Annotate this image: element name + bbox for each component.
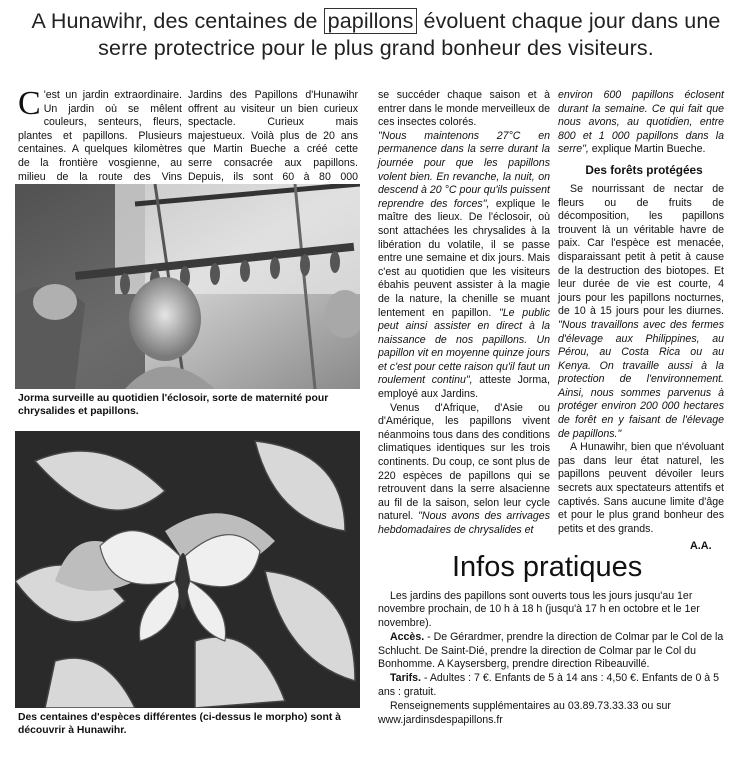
photo-caption-1: Jorma surveille au quotidien l'éclosoir, sorte de maternité pour chrysalides et papillons. [18, 393, 329, 417]
photo-jorma-image [15, 184, 360, 389]
col3-para-3: atteste Jorma, employé aux Jardins. [378, 374, 550, 401]
col4-para-1: explique Martin Bueche. [588, 143, 706, 156]
infos-tarifs-text: - Adultes : 7 €. Enfants de 5 à 14 ans : 4,50 €. Enfants de 0 à 5 ans : gratuit. [378, 672, 720, 698]
col3-para-1: se succéder chaque saison et à entrer dans le monde merveilleux de ces insectes colorés. [378, 89, 550, 129]
col3-para-2: explique le maître des lieux. De l'éclosoir, où sont attachées les chrysalides à la libération du volatile, il se passe entre une semaine et dix jours. Mais c'est au quotidien que les visiteurs ébahis peuvent assister à la magie de la nature, la chenille se muant lentement en papillon. [378, 197, 550, 319]
col3-quote-1: "Nous maintenons 27°C en permanence dans la serre durant la journée pour que les papillons volent bien. En revanche, la nuit, on descend à 20 °C pour qu'ils puissent reprendre des forces", [378, 129, 550, 210]
article-column-1 [18, 85, 182, 198]
col4-quote-1: environ 600 papillons éclosent durant la semaine. Ce qui fait que nous avons, au quotidien, entre 800 et 1 000 papillons dans la serre", [558, 89, 724, 156]
headline-boxed-word: papillons [324, 8, 418, 34]
infos-access-label: Accès. [390, 631, 425, 644]
article-column-2 [188, 89, 358, 198]
headline-part-1: A Hunawihr, des centaines de [31, 9, 324, 33]
infos-access-text: - De Gérardmer, prendre la direction de Colmar par le Col de la Schlucht. De Saint-Dié, prendre la direction de Colmar par le Col du Bonhomme. A Kaysersberg, prendre direction Ribeauvillé. [378, 631, 724, 671]
photo-caption-2: Des centaines d'espèces différentes (ci-dessus le morpho) sont à découvrir à Hunawihr. [18, 712, 341, 736]
author-signature: A.A. [690, 540, 712, 552]
headline [20, 8, 732, 62]
col4-para-3: A Hunawihr, bien que n'évoluant pas dans leur état naturel, les papillons peuvent dévoiler leurs secrets aux spectateurs attentifs et captivés. Sans aucune limite d'âge et pour le plus grand bonheur des petits et des grands. [558, 441, 724, 535]
col3-para-4: Venus d'Afrique, d'Asie ou d'Amérique, les papillons vivent néanmoins tous dans des conditions climatiques identiques sur les trois continents. Du coup, ce sont plus de 220 espèces de papillons qui se retrouvent dans la serre alsacienne au fil de la saison, selon leur cycle naturel. [378, 401, 550, 523]
section-subhead: Des forêts protégées [585, 163, 703, 177]
infos-tarifs-label: Tarifs. [390, 672, 422, 685]
col4-quote-2: "Nous travaillons avec des fermes d'élevage aux Philippines, au Pérou, au Costa Rica ou au Kenya. On travaille aussi à la protection de l'environnement. Ainsi, nous sommes parvenus à protéger environ 200 000 hectares de forêt en y faisant de l'élevage de papillons." [558, 318, 724, 440]
infos-title: Infos pratiques [452, 551, 643, 583]
drop-cap: C [18, 85, 41, 122]
infos-pratiques-box [378, 590, 724, 728]
article-column-4 [558, 89, 724, 536]
photo-jorma-eclosoir [15, 184, 360, 389]
photo-morpho-butterfly [15, 431, 360, 708]
article-column-3 [378, 89, 550, 538]
col1-text: 'est un jardin extraordinaire. Un jardin où se mêlent couleurs, senteurs, fleurs, plantes et papillons. Plusieurs centaines. A quelques kilomètres de la frontière vosgienne, au milieu de la route des Vins [18, 89, 182, 183]
col4-para-2: Se nourrissant de nectar de fleurs ou de fruits de décomposition, les papillons trouvent là un véritable havre de paix. Car l'espèce est menacée, disparaissant petit à petit à cause de la destruction des biotopes. Et leur durée de vie est courte, 4 jours pour les papillons nocturnes, de 10 à 15 jours pour les diurnes. [558, 182, 724, 318]
col2-text: Jardins des Papillons d'Hunawihr offrent au visiteur un bien curieux spectacle. Curieux mais majestueux. Voilà plus de 20 ans que Martin Bueche a créé cette serre consacrée aux papillons. Depuis, ils sont 60 à 80 000 [188, 89, 358, 183]
infos-contact: Renseignements supplémentaires au 03.89.73.33.33 ou sur www.jardinsdespapillons.fr [378, 700, 671, 726]
col3-quote-3: "Nous avons des arrivages hebdomadaires de chrysalides et [378, 510, 550, 536]
infos-opening: Les jardins des papillons sont ouverts tous les jours jusqu'au 1er novembre prochain, de 10 h à 18 h (jusqu'à 17 h en octobre et le 1er novembre). [378, 590, 700, 629]
headline-part-2: évoluent chaque jour dans une serre protectrice pour le plus grand bonheur des visiteurs. [98, 9, 721, 60]
photo-morpho-image [15, 431, 360, 708]
col3-quote-2: "Le public peut ainsi assister en direct à la naissance de nos papillons. Un papillon vit en moyenne quinze jours et c'est pour cette raison qu'il faut un roulement continu", [378, 306, 550, 387]
